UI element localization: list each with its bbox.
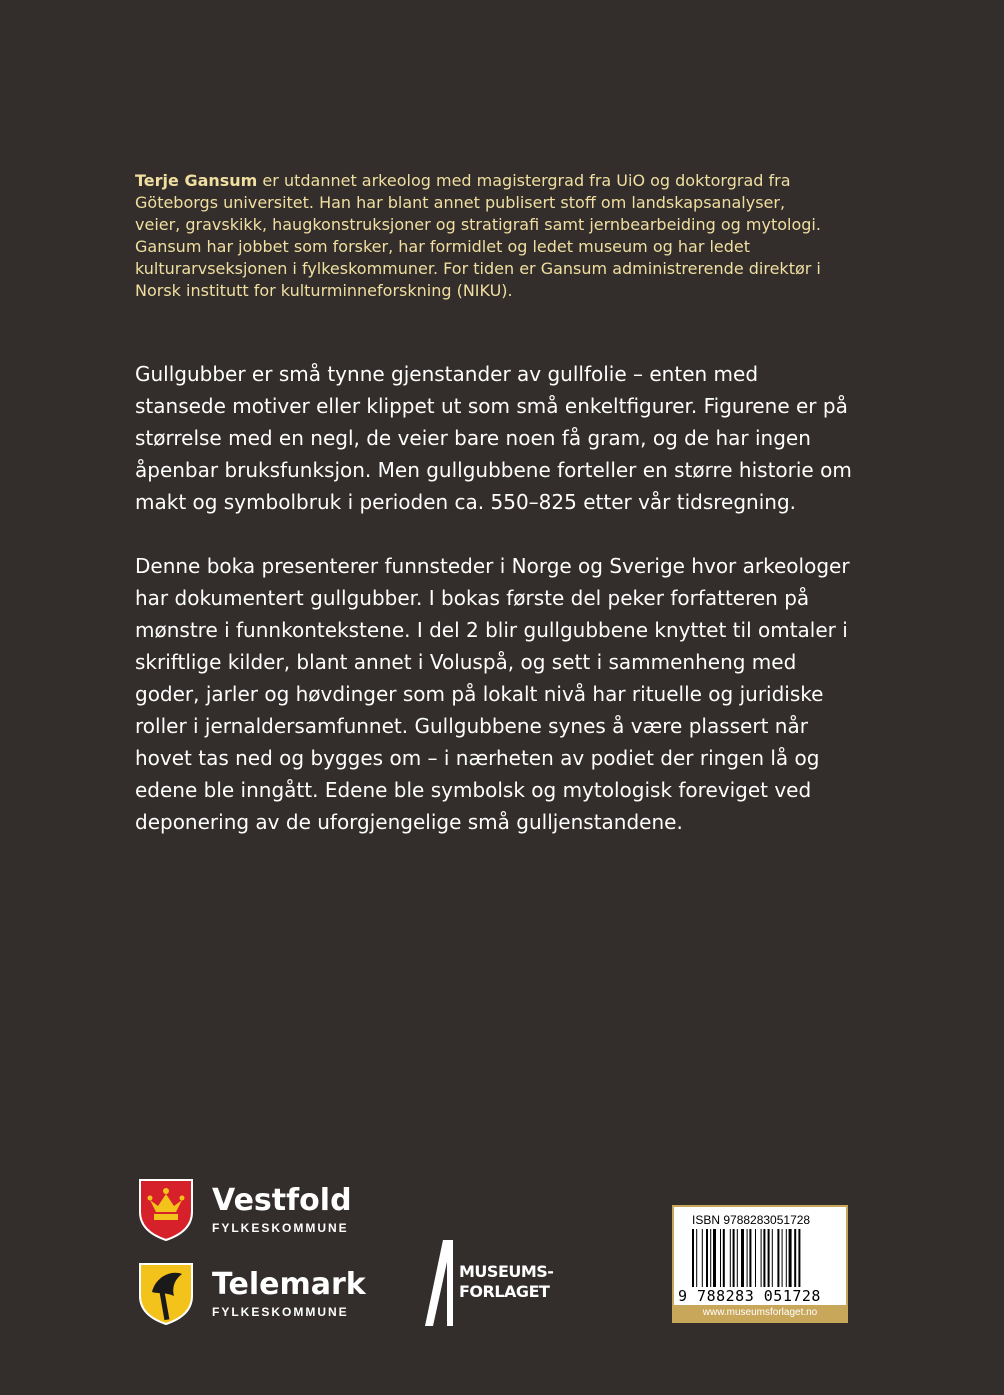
vestfold-name: Vestfold	[212, 1183, 352, 1218]
author-name: Terje Gansum	[135, 171, 258, 190]
museum-line-1: MUSEUMS-	[459, 1262, 554, 1281]
museum-line-2: FORLAGET	[459, 1282, 550, 1301]
barcode-icon	[692, 1229, 832, 1287]
vestfold-logo	[138, 1178, 352, 1242]
isbn-url: www.museumsforlaget.no	[674, 1305, 846, 1321]
telemark-sub: FYLKESKOMMUNE	[212, 1305, 349, 1319]
blurb-paragraph-1: Gullgubber er små tynne gjenstander av gullfolie – enten med stansede motiver eller klippet ut som små enkeltfigurer. Figurene er på størrelse med en negl, de veier bare noen få gram, og de har ingen åpenbar bruksfunksjon. Men gullgubbene forteller en større historie om makt og symbolbruk i perioden ca. 550–825 etter vår tidsregning.	[135, 362, 852, 514]
author-bio	[135, 170, 835, 302]
museumsforlaget-logo	[425, 1240, 553, 1326]
telemark-name: Telemark	[212, 1267, 366, 1302]
isbn-barcode-box	[672, 1205, 848, 1323]
axe-shield-icon	[138, 1262, 194, 1326]
blurb-paragraph-2: Denne boka presenterer funnsteder i Norge og Sverige hvor arkeologer har dokumentert gullgubber. I bokas første del peker forfatteren på mønstre i funnkontekstene. I del 2 blir gullgubbene knyttet til omtaler i skriftlige kilder, blant annet i Voluspå, og sett i sammenheng med goder, jarler og høvdinger som på lokalt nivå har rituelle og juridiske roller i jernaldersamfunnet. Gullgubbene synes å være plassert når hovet tas ned og bygges om – i nærheten av podiet der ringen lå og edene ble inngått. Edene ble symbolsk og mytologisk foreviget ved deponering av de uforgjengelige små gulljenstandene.	[135, 554, 850, 834]
museum-a-mark-icon	[425, 1240, 457, 1326]
isbn-label: ISBN 9788283051728	[692, 1213, 811, 1227]
vestfold-sub: FYLKESKOMMUNE	[212, 1221, 349, 1235]
crown-shield-icon	[138, 1178, 194, 1242]
isbn-digits: 9 788283 051728	[678, 1287, 821, 1305]
author-bio-text: er utdannet arkeolog med magistergrad fra UiO og doktorgrad fra Göteborgs universitet. Han har blant annet publisert stoff om landskapsanalyser, veier, gravskikk, haugkonstruksjoner og stratigrafi samt jernbearbeiding og mytologi. Gansum har jobbet som forsker, har formidlet og ledet museum og har ledet kulturarvseksjonen i fylkeskommuner. For tiden er Gansum administrerende direktør i Norsk institutt for kulturminneforskning (NIKU).	[135, 171, 821, 300]
telemark-logo	[138, 1262, 366, 1326]
